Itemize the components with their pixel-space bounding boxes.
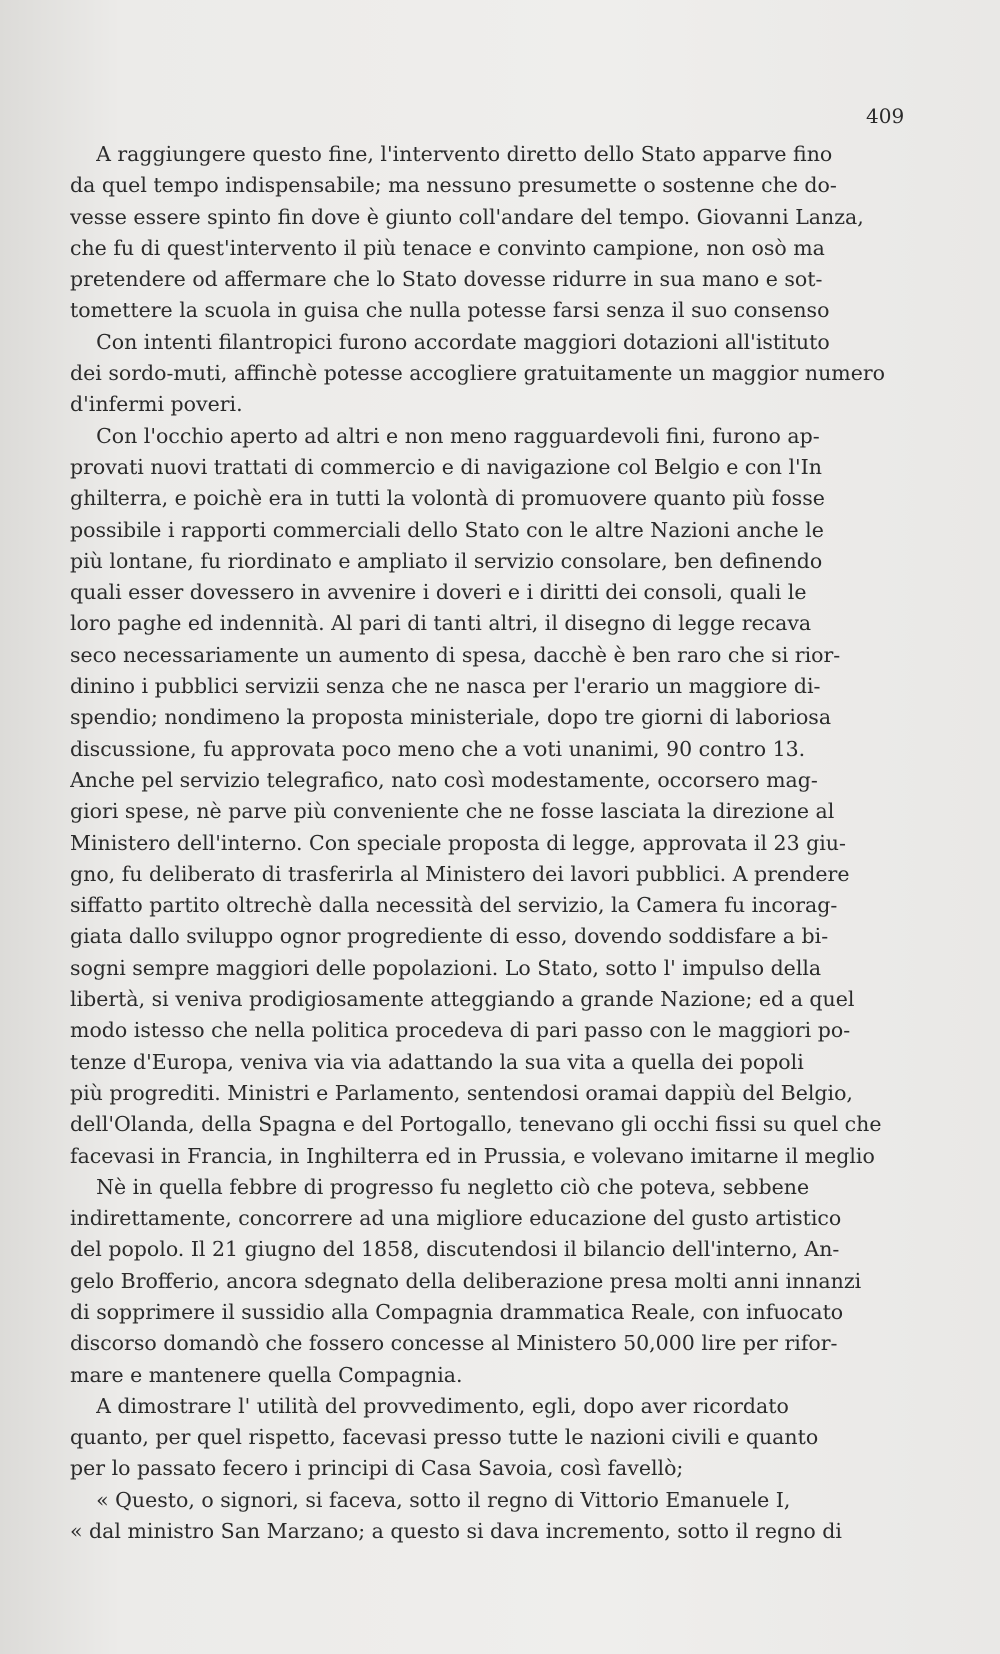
text-line: A dimostrare l' utilità del provvedimento, egli, dopo aver ricordato xyxy=(70,1393,789,1418)
text-line: modo istesso che nella politica procedeva di pari passo con le maggiori po- xyxy=(70,1018,851,1043)
text-line: discussione, fu approvata poco meno che a voti unanimi, 90 contro 13. xyxy=(70,736,806,761)
text-line: seco necessariamente un aumento di spesa, dacchè è ben raro che si rior- xyxy=(70,642,841,667)
text-line: che fu di quest'intervento il più tenace e convinto campione, non osò ma xyxy=(70,235,825,260)
text-line: spendio; nondimeno la proposta ministeriale, dopo tre giorni di laboriosa xyxy=(70,705,832,730)
text-line: vesse essere spinto fin dove è giunto coll'andare del tempo. Giovanni Lanza, xyxy=(70,204,864,229)
text-line: A raggiungere questo fine, l'intervento diretto dello Stato apparve fino xyxy=(70,142,833,166)
text-line: dell'Olanda, della Spagna e del Portogallo, tenevano gli occhi fissi su quel che xyxy=(70,1112,882,1137)
text-line: giori spese, nè parve più conveniente che ne fosse lasciata la direzione al xyxy=(70,799,835,824)
text-line: Ministero dell'interno. Con speciale proposta di legge, approvata il 23 giu- xyxy=(70,830,846,855)
text-line: provati nuovi trattati di commercio e di navigazione col Belgio e con l'In xyxy=(70,454,822,479)
text-line: dinino i pubblici servizii senza che ne nasca per l'erario un maggiore di- xyxy=(70,674,821,699)
text-line: quali esser dovessero in avvenire i doveri e i diritti dei consoli, quali le xyxy=(70,580,807,605)
text-line: « dal ministro San Marzano; a questo si dava incremento, sotto il regno di xyxy=(70,1519,842,1544)
text-line: gno, fu deliberato di trasferirla al Ministero dei lavori pubblici. A prendere xyxy=(70,861,850,886)
text-line: pretendere od affermare che lo Stato dovesse ridurre in sua mano e sot- xyxy=(70,267,823,292)
body-text xyxy=(70,139,905,1547)
text-line: Nè in quella febbre di progresso fu negletto ciò che poteva, sebbene xyxy=(70,1174,810,1199)
text-line: loro paghe ed indennità. Al pari di tanti altri, il disegno di legge recava xyxy=(70,611,812,636)
text-line: siffatto partito oltrechè dalla necessità del servizio, la Camera fu incorag- xyxy=(70,893,838,918)
text-line: tenze d'Europa, veniva via via adattando la sua vita a quella dei popoli xyxy=(70,1049,804,1074)
text-line: tomettere la scuola in guisa che nulla potesse farsi senza il suo consenso xyxy=(70,298,830,323)
text-line: più lontane, fu riordinato e ampliato il servizio consolare, ben definendo xyxy=(70,548,823,573)
text-line: Anche pel servizio telegrafico, nato così modestamente, occorsero mag- xyxy=(70,767,818,792)
text-line: d'infermi poveri. xyxy=(70,392,243,417)
text-line: Con intenti filantropici furono accordate maggiori dotazioni all'istituto xyxy=(70,329,830,354)
text-line: sogni sempre maggiori delle popolazioni. Lo Stato, sotto l' impulso della xyxy=(70,955,822,980)
text-line: mare e mantenere quella Compagnia. xyxy=(70,1362,463,1387)
text-line: giata dallo sviluppo ognor progrediente di esso, dovendo soddisfare a bi- xyxy=(70,924,829,949)
text-line: per lo passato fecero i principi di Casa Savoia, così favellò; xyxy=(70,1456,684,1481)
text-line: facevasi in Francia, in Inghilterra ed in Prussia, e volevano imitarne il meglio xyxy=(70,1143,875,1168)
text-line: dei sordo-muti, affinchè potesse accogliere gratuitamente un maggior numero xyxy=(70,361,886,386)
text-line: quanto, per quel rispetto, facevasi presso tutte le nazioni civili e quanto xyxy=(70,1425,819,1450)
text-line: indirettamente, concorrere ad una migliore educazione del gusto artistico xyxy=(70,1206,842,1231)
text-line: più progrediti. Ministri e Parlamento, sentendosi oramai dappiù del Belgio, xyxy=(70,1080,853,1105)
text-line: da quel tempo indispensabile; ma nessuno presumette o sostenne che do- xyxy=(70,173,837,198)
text-line: ghilterra, e poichè era in tutti la volontà di promuovere quanto più fosse xyxy=(70,486,825,511)
text-line: libertà, si veniva prodigiosamente atteggiando a grande Nazione; ed a quel xyxy=(70,987,855,1012)
text-line: possibile i rapporti commerciali dello Stato con le altre Nazioni anche le xyxy=(70,517,824,542)
text-line: Con l'occhio aperto ad altri e non meno ragguardevoli fini, furono ap- xyxy=(70,423,820,448)
text-line: di sopprimere il sussidio alla Compagnia drammatica Reale, con infuocato xyxy=(70,1299,844,1324)
text-line: « Questo, o signori, si faceva, sotto il regno di Vittorio Emanuele I, xyxy=(70,1487,791,1512)
page-number: 409 xyxy=(866,104,905,128)
text-line: discorso domandò che fossero concesse al Ministero 50,000 lire per rifor- xyxy=(70,1331,838,1356)
text-line: del popolo. Il 21 giugno del 1858, discutendosi il bilancio dell'interno, An- xyxy=(70,1237,840,1262)
text-line: gelo Brofferio, ancora sdegnato della deliberazione presa molti anni innanzi xyxy=(70,1268,862,1293)
